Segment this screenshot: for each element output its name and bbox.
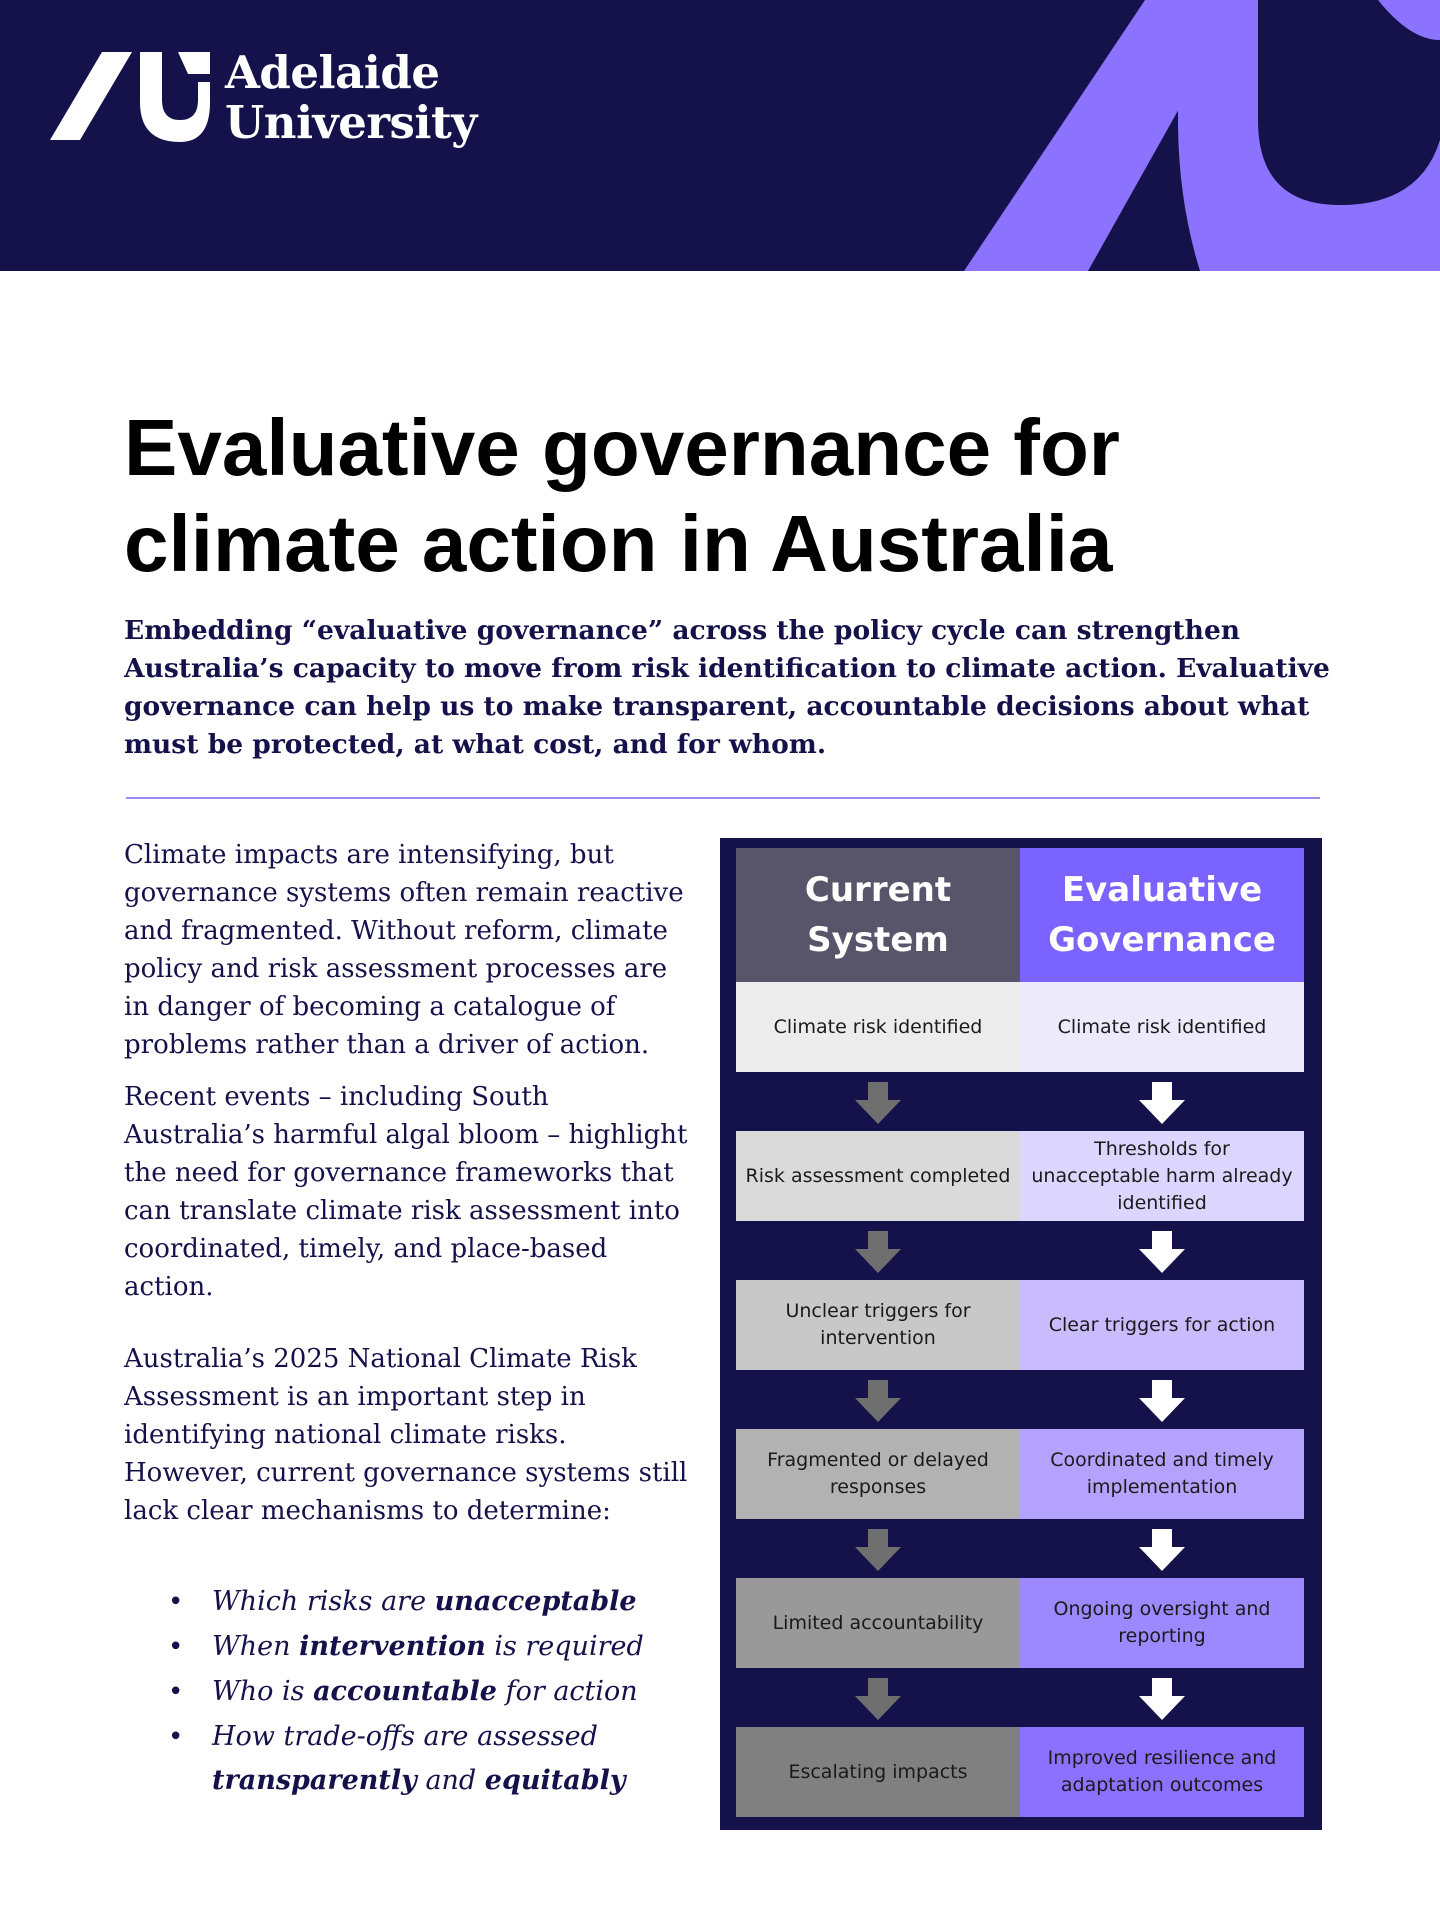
bullet-emphasis: intervention	[299, 1631, 486, 1662]
bullet-text: Which risks are	[212, 1586, 435, 1617]
bullet-emphasis: transparently	[212, 1765, 417, 1796]
page-title	[124, 400, 1324, 592]
header-band	[0, 0, 1440, 271]
comparison-row	[736, 982, 1304, 1072]
evaluative-governance-step: Ongoing oversight and reporting	[1020, 1578, 1304, 1668]
current-system-header	[736, 848, 1020, 982]
list-item	[124, 1670, 724, 1714]
university-wordmark	[225, 48, 477, 148]
header-line: System	[807, 920, 949, 960]
title-line-1: Evaluative governance for	[124, 403, 1120, 492]
down-arrow-icon	[855, 1082, 901, 1124]
au-monogram-icon	[50, 52, 210, 142]
down-arrow-icon	[855, 1529, 901, 1571]
body-paragraph-3: Australia’s 2025 National Climate Risk Assessment is an important step in identifying national climate risks. However, current governance systems still lack clear mechanisms to determine:	[124, 1344, 688, 1526]
current-system-step: Risk assessment completed	[736, 1131, 1020, 1221]
bullet-text: When	[212, 1631, 300, 1662]
bullet-icon: •	[168, 1677, 184, 1707]
brand-decorative-shape	[0, 0, 1440, 271]
current-system-step: Unclear triggers for intervention	[736, 1280, 1020, 1370]
bullet-icon: •	[168, 1632, 184, 1662]
header-line: Evaluative	[1061, 870, 1263, 910]
mechanisms-list	[124, 1580, 724, 1804]
bullet-emphasis: accountable	[313, 1676, 497, 1707]
body-paragraph-1: Climate impacts are intensifying, but governance systems often remain reactive and fragmented. Without reform, climate policy and risk assessment processes are in danger of becoming a catalogue of problems rather than a driver of action.	[124, 840, 684, 1060]
evaluative-governance-step: Improved resilience and adaptation outcomes	[1020, 1727, 1304, 1817]
bullet-icon: •	[168, 1587, 184, 1617]
bullet-text: and	[416, 1765, 485, 1796]
list-item	[124, 1715, 724, 1803]
body-text-column	[124, 836, 694, 1544]
bullet-text: for action	[497, 1676, 638, 1707]
evaluative-governance-step: Climate risk identified	[1020, 982, 1304, 1072]
down-arrow-icon	[1139, 1082, 1185, 1124]
comparison-row	[736, 1578, 1304, 1668]
evaluative-governance-header	[1020, 848, 1304, 982]
comparison-panel	[720, 838, 1322, 1830]
bullet-emphasis: equitably	[484, 1765, 626, 1796]
evaluative-governance-step: Thresholds for unacceptable harm already identified	[1020, 1131, 1304, 1221]
down-arrow-icon	[855, 1678, 901, 1720]
comparison-header-row	[736, 848, 1304, 982]
evaluative-governance-step: Clear triggers for action	[1020, 1280, 1304, 1370]
wordmark-line-2: University	[225, 96, 477, 149]
current-system-step: Fragmented or delayed responses	[736, 1429, 1020, 1519]
comparison-row	[736, 1131, 1304, 1221]
bullet-text: How trade-offs are assessed	[212, 1721, 598, 1752]
comparison-row	[736, 1429, 1304, 1519]
down-arrow-icon	[1139, 1380, 1185, 1422]
down-arrow-icon	[1139, 1231, 1185, 1273]
bullet-emphasis: unacceptable	[434, 1586, 637, 1617]
down-arrow-icon	[855, 1231, 901, 1273]
comparison-row	[736, 1727, 1304, 1817]
evaluative-governance-step: Coordinated and timely implementation	[1020, 1429, 1304, 1519]
bullet-icon: •	[168, 1722, 184, 1752]
body-paragraph-2: Recent events – including South Australia’s harmful algal bloom – highlight the need for governance frameworks that can translate climate risk assessment into coordinated, timely, and place-based action.	[124, 1082, 688, 1302]
title-line-2: climate action in Australia	[124, 499, 1113, 588]
header-line: Governance	[1048, 920, 1276, 960]
header-line: Current	[804, 870, 952, 910]
lead-paragraph: Embedding “evaluative governance” across the policy cycle can strengthen Australia’s capacity to move from risk identification to climate action. Evaluative governance can help us to make transparent, accountable decisions about what must be protected, at what cost, and for whom.	[124, 615, 1330, 760]
current-system-step: Climate risk identified	[736, 982, 1020, 1072]
list-item	[124, 1580, 724, 1624]
down-arrow-icon	[855, 1380, 901, 1422]
bullet-text: Who is	[212, 1676, 314, 1707]
wordmark-line-1: Adelaide	[225, 46, 440, 99]
comparison-row	[736, 1280, 1304, 1370]
down-arrow-icon	[1139, 1678, 1185, 1720]
current-system-step: Limited accountability	[736, 1578, 1020, 1668]
current-system-step: Escalating impacts	[736, 1727, 1020, 1817]
list-item	[124, 1625, 724, 1669]
bullet-text: is required	[485, 1631, 644, 1662]
down-arrow-icon	[1139, 1529, 1185, 1571]
section-divider	[126, 797, 1320, 799]
